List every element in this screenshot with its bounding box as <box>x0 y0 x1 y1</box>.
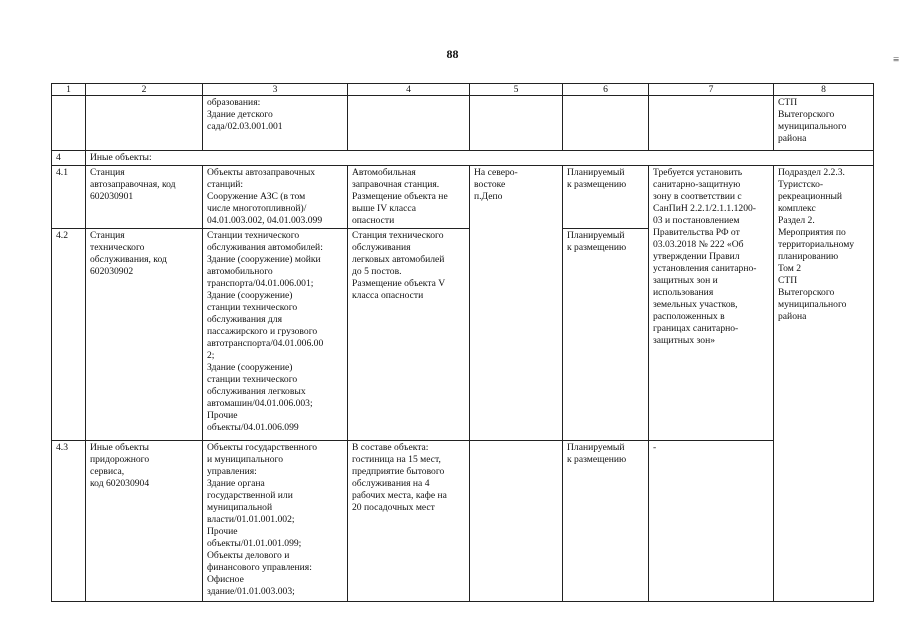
object-types: Объекты автозаправочных станций: Сооружение АЗС (в том числе многотопливной)/ 04.01.003.002, 04.01.003.099 <box>203 166 348 229</box>
table-row <box>52 441 874 602</box>
column-header: 7 <box>649 84 774 96</box>
column-number-row <box>52 84 874 96</box>
row-number: 4.3 <box>52 441 86 602</box>
column-header: 1 <box>52 84 86 96</box>
object-description: В составе объекта: гостиница на 15 мест, предприятие бытового обслуживания на 4 рабочих места, кафе на 20 посадочных мест <box>348 441 470 602</box>
cell <box>86 96 203 151</box>
side-mark: ≡ <box>893 54 900 66</box>
object-status: Планируемый к размещению <box>563 441 649 602</box>
row-number: 4.1 <box>52 166 86 229</box>
column-header: 4 <box>348 84 470 96</box>
section-row <box>52 151 874 166</box>
object-description: Станция технического обслуживания легковых автомобилей до 5 постов. Размещение объекта V класса опасности <box>348 229 470 441</box>
sanitary-zone-note: Требуется установить санитарно-защитную зону в соответствии с СанПиН 2.2.1/2.1.1.1200- 03 и постановлением Правительства РФ от 03.03.2018 № 222 «Об утверждении Правил установления санитарно- защитных зон и использования земельных участков, расположенных в границах санитарно- защитных зон» <box>649 166 774 441</box>
object-status: Планируемый к размещению <box>563 229 649 441</box>
object-name: Станция технического обслуживания, код 602030902 <box>86 229 203 441</box>
row-number: 4.2 <box>52 229 86 441</box>
column-header: 6 <box>563 84 649 96</box>
object-types: Станции технического обслуживания автомобилей: Здание (сооружение) мойки автомобильного транспорта/04.01.006.001; Здание (сооружение) станции технического обслуживания для пассажирского и грузового автотранспорта/04.01.006.00 2; Здание (сооружение) станции технического обслуживания легковых автомашин/04.01.006.003; Прочие объекты/04.01.006.099 <box>203 229 348 441</box>
object-location: На северо- востоке п.Депо <box>470 166 563 441</box>
object-location <box>470 441 563 602</box>
cell <box>649 96 774 151</box>
section-title: Иные объекты: <box>86 151 874 166</box>
object-name: Станция автозаправочная, код 602030901 <box>86 166 203 229</box>
cell <box>563 96 649 151</box>
object-description: Автомобильная заправочная станция. Размещение объекта не выше IV класса опасности <box>348 166 470 229</box>
continuation-row <box>52 96 874 151</box>
continued-source-cell: СТП Вытегорского муниципального района <box>774 96 874 151</box>
cell <box>52 96 86 151</box>
cell <box>348 96 470 151</box>
object-types: Объекты государственного и муниципального управления: Здание органа государственной или муниципальной власти/01.01.001.002; Прочие объекты/01.01.001.099; Объекты делового и финансового управления: Офисное здание/01.01.003.003; <box>203 441 348 602</box>
source-document: Подраздел 2.2.3. Туристско- рекреационный комплекс Раздел 2. Мероприятия по территориальному планированию Том 2 СТП Вытегорского муниципального района <box>774 166 874 602</box>
continued-objects-cell: образования: Здание детского сада/02.03.001.001 <box>203 96 348 151</box>
column-header: 2 <box>86 84 203 96</box>
column-header: 5 <box>470 84 563 96</box>
column-header: 8 <box>774 84 874 96</box>
object-status: Планируемый к размещению <box>563 166 649 229</box>
cell <box>470 96 563 151</box>
section-number: 4 <box>52 151 86 166</box>
object-name: Иные объекты придорожного сервиса, код 602030904 <box>86 441 203 602</box>
table-row <box>52 166 874 229</box>
objects-table <box>51 83 874 602</box>
page-number: 88 <box>446 47 459 61</box>
column-header: 3 <box>203 84 348 96</box>
sanitary-zone-note: - <box>649 441 774 602</box>
